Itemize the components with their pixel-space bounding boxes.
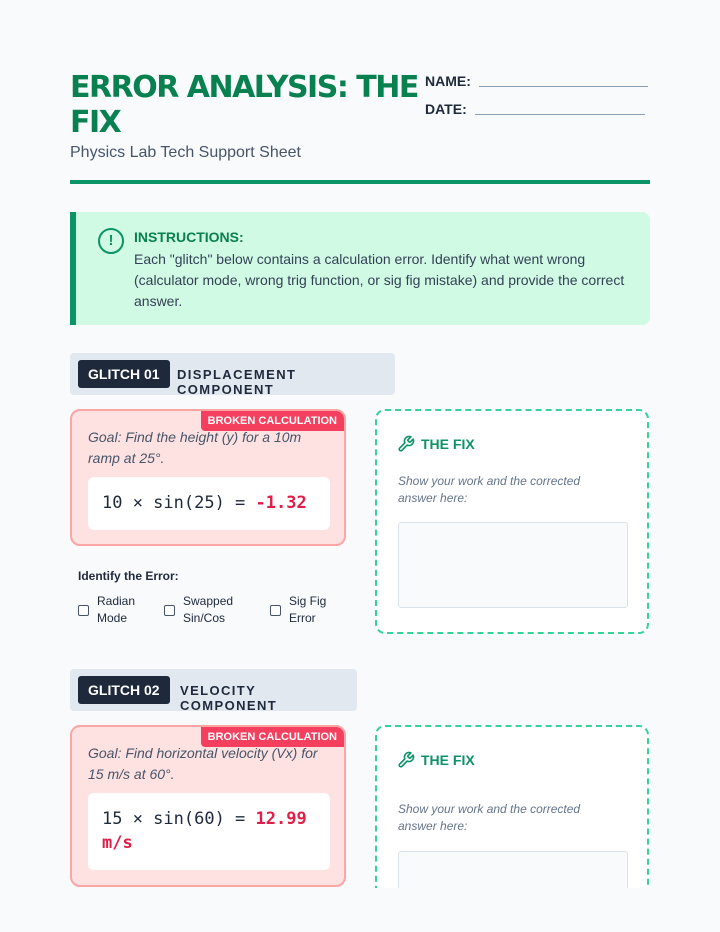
glitch-01-broken-card [70, 409, 346, 546]
fix-hint: Show your work and the corrected answer here: [398, 802, 581, 833]
glitch-02-tag: GLITCH 02 [78, 676, 170, 704]
name-row [425, 73, 648, 89]
sig-fig-error-checkbox[interactable] [270, 605, 281, 616]
glitch-01-expression: 10 × sin(25) = [102, 493, 256, 513]
glitch-02-fix-card [375, 725, 649, 905]
alert-icon: ! [98, 228, 124, 254]
fix-header [397, 751, 475, 769]
glitch-02-calculation [88, 807, 330, 855]
glitch-01-fix-card [375, 409, 649, 634]
swapped-sin-cos-checkbox[interactable] [164, 605, 175, 616]
date-line[interactable] [475, 114, 645, 115]
glitch-01-wrong-result: -1.32 [255, 493, 307, 513]
fix-title: THE FIX [421, 752, 475, 768]
page-fade [360, 888, 660, 932]
page-subtitle: Physics Lab Tech Support Sheet [70, 144, 301, 161]
glitch-02-calc-box [88, 793, 330, 870]
fix-title: THE FIX [421, 436, 475, 452]
glitch-02-expression: 15 × sin(60) = [102, 809, 256, 829]
option-radian-mode[interactable] [78, 593, 147, 627]
radian-mode-checkbox[interactable] [78, 605, 89, 616]
option-sig-fig-error[interactable] [270, 593, 339, 627]
glitch-02-broken-card [70, 725, 346, 887]
glitch-02-goal: Goal: Find horizontal velocity (Vx) for 15 m/s at 60°. [88, 745, 318, 782]
instructions-heading: INSTRUCTIONS: [134, 229, 244, 245]
instructions-body: Each "glitch" below contains a calculation error. Identify what went wrong (calculator mode, wrong trig function, or sig fig mistake) and provide the correct answer. [134, 251, 625, 309]
identify-error-heading: Identify the Error: [78, 569, 179, 583]
name-line[interactable] [479, 86, 648, 87]
broken-calculation-badge: BROKEN CALCULATION [201, 727, 344, 747]
glitch-01-name: DISPLACEMENT COMPONENT [177, 367, 297, 397]
swapped-sin-cos-label: Swapped Sin/Cos [183, 594, 234, 625]
radian-mode-label: Radian Mode [97, 594, 136, 625]
wrench-icon [397, 751, 415, 769]
fix-hint: Show your work and the corrected answer here: [398, 474, 581, 505]
glitch-01-goal: Goal: Find the height (y) for a 10m ramp at 25°. [88, 429, 302, 466]
glitch-02-header [70, 669, 357, 711]
glitch-01-tag: GLITCH 01 [78, 360, 170, 388]
glitch-02-name: VELOCITY COMPONENT [180, 683, 278, 713]
glitch-01-calculation [88, 491, 330, 515]
fix-header [397, 435, 475, 453]
wrench-icon [397, 435, 415, 453]
fix-answer-area[interactable] [398, 522, 628, 608]
glitch-02-wrong-result: 12.99 m/s [102, 809, 307, 853]
glitch-01-calc-box [88, 477, 330, 530]
broken-calculation-badge: BROKEN CALCULATION [201, 411, 344, 431]
instructions-box [70, 212, 650, 325]
date-label: DATE: [425, 101, 467, 117]
glitch-01-header [70, 353, 395, 395]
date-row [425, 101, 645, 117]
option-swapped-sin-cos[interactable] [164, 593, 243, 627]
page-title: ERROR ANALYSIS: THE FIX [70, 70, 418, 140]
sig-fig-error-label: Sig Fig Error [289, 594, 327, 625]
name-label: NAME: [425, 73, 471, 89]
